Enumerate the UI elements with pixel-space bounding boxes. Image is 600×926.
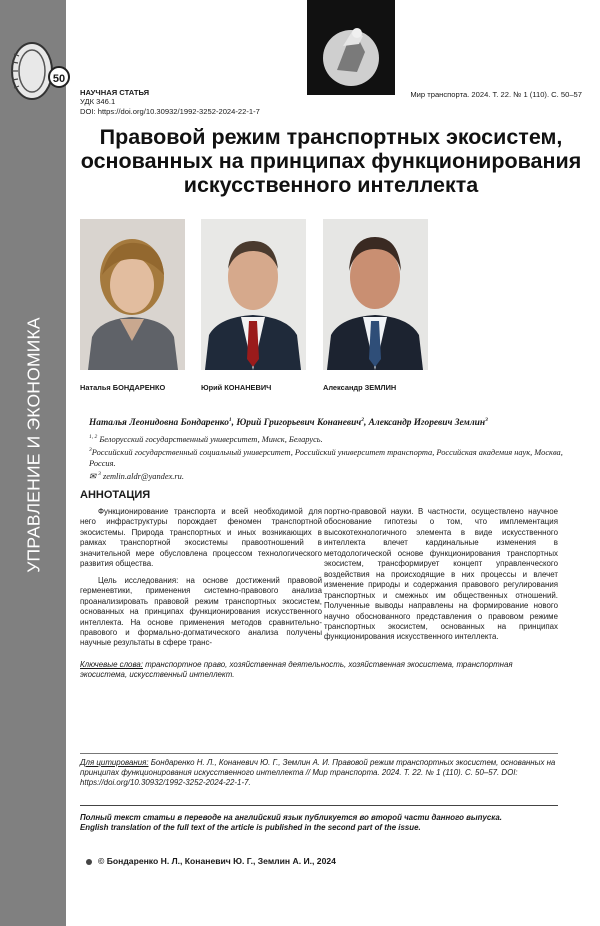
email-sup: 3 [98,471,101,477]
author-name: Наталья Леонидовна Бондаренко [89,418,229,428]
author-photo-konanevich [201,219,306,370]
translation-note [80,805,558,833]
keywords [80,660,558,680]
article-type: НАУЧНАЯ СТАТЬЯ [80,88,260,97]
photo-caption-2: Юрий КОНАНЕВИЧ [201,383,271,392]
annotation-column-right [324,507,558,649]
citation [80,753,558,789]
affiliation-2: Российский государственный социальный университет, Российский университет транспорта, Российская академия наук, Москва, Россия. [89,448,563,468]
author-list: Наталья Леонидовна Бондаренко1, Юрий Григорьевич Конаневич2, Александр Игоревич Землин3 [89,417,488,428]
keywords-label: Ключевые слова: [80,660,143,669]
email-link[interactable]: zemlin.aldr@yandex.ru. [103,472,184,481]
keywords-text: транспортное право, хозяйственная деятельность, хозяйственная экосистема, транспортная экосистема, искусственный интеллект. [80,660,513,679]
affiliation-1: Белорусский государственный университет, Минск, Беларусь. [99,435,322,444]
article-title: Правовой режим транспортных экосистем, основанных на принципах функционирования искусственного интеллекта [70,125,592,197]
annotation-paragraph: Функционирование транспорта и всей необходимой для него инфраструктуры порождает феномен транспортной экосистемы. Природа транспортных и иных возникающих в рамках транспортной экосистемы правоотношений в значительной мере обусловлена процессом технологического развития общества. [80,507,322,570]
author-sup: 2 [361,417,364,423]
author-name: Александр Игоревич Землин [369,418,485,428]
section-title: УПРАВЛЕНИЕ И ЭКОНОМИКА [24,317,45,573]
page-number: 50 [48,66,70,88]
doi[interactable]: DOI: https://doi.org/10.30932/1992-3252-2024-22-1-7 [80,107,260,116]
author-name: Юрий Григорьевич Конаневич [236,418,361,428]
envelope-icon: ✉ [89,472,96,481]
photo-caption-1: Наталья БОНДАРЕНКО [80,383,165,392]
author-photo-zemlin [323,219,428,370]
annotation-paragraph: портно-правовой науки. В частности, осуществлено научное обоснование гипотезы о том, что имплементация высокотехнологичного элемента в виде искусственного интеллекта влечет кардинальные изменения в методологической основе функционирования транспортных экосистем, трансформирует концепт управленческого воздействия на происходящие в них процессы и влечет изменение природы и содержания правового регулирования транспортных и смежных им общественных отношений. Полученные выводы направлены на формирование нового научно обоснованного представления о правовом режиме транспортных экосистем, основанных на принципах функционирования искусственного интеллекта. [324,507,558,643]
header-meta [80,88,260,116]
journal-logo-icon [307,0,395,95]
copyright: © Бондаренко Н. Л., Конаневич Ю. Г., Землин А. И., 2024 [98,856,336,866]
citation-text: Бондаренко Н. Л., Конаневич Ю. Г., Землин А. И. Правовой режим транспортных экосистем, основанных на принципах функционирования искусственного интеллекта // Мир транспорта. 2024. Т. 22. № 1 (110). С. 50–57. DOI: https://doi.org/10.30932/1992-3252-2024-22-1-7. [80,758,555,787]
author-photo-bondarenko [80,219,185,370]
author-sup: 3 [485,417,488,423]
photo-caption-3: Александр ЗЕМЛИН [323,383,396,392]
journal-info: Мир транспорта. 2024. Т. 22. № 1 (110). С. 50–57 [410,90,582,99]
translation-note-ru: Полный текст статьи в переводе на английский язык публикуется во второй части данного выпуска. [80,813,558,823]
annotation-paragraph: Цель исследования: на основе достижений правовой герменевтики, применения системно-правового анализа проанализировать правовой режим транспортных экосистем, основанных на принципах функционирования искусственного интеллекта. На основе применения методов сравнительно-правового и формально-догматического анализа получены научные результаты в сфере транс- [80,576,322,649]
affil-sup: 3 [89,447,92,453]
author-sup: 1 [229,417,232,423]
citation-label: Для цитирования: [80,758,149,767]
translation-note-en: English translation of the full text of the article is published in the second part of the issue. [80,823,558,833]
annotation-column-left [80,507,322,655]
bullet-icon [86,859,92,865]
affiliations [89,432,564,483]
annotation-heading: АННОТАЦИЯ [80,489,150,501]
affil-sup: 1, 2 [89,434,97,440]
udc: УДК 346.1 [80,97,260,106]
sidebar [0,0,66,926]
